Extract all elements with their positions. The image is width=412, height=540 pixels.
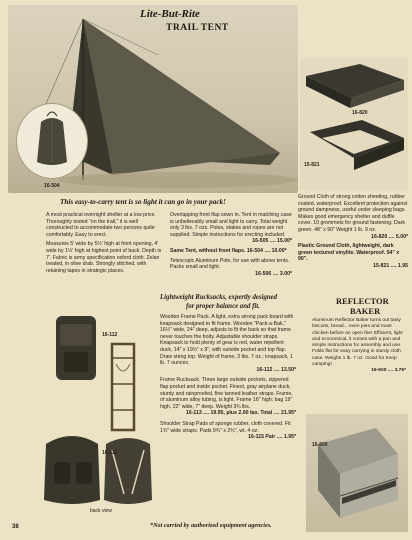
baker-body: Aluminum Reflector Baker turns out tasty biscuits, bread... even pies and roast chicken before an open fire! Efficient, light and economical, it comes with a pan and simple instructions for assembly and use. Folds flat for easy carrying in sturdy cloth case. Weighs 1 lb. 7 oz. Good for troop camping! <box>312 318 403 368</box>
ground-cloth-p2: Plastic Ground Cloth, lightweight, dark green textured vinylite. Waterproof. 54" x 90". <box>298 243 400 263</box>
page-title-line2: TRAIL TENT <box>166 23 229 33</box>
ground-cloth-top-code: 16-820 <box>352 110 368 116</box>
bag-code: 16-504 <box>44 183 60 189</box>
baker-illustration <box>306 414 408 532</box>
rucksack-p2-order: 16-113 .... 19.95, plus 2.00 tax. Total .... 21.95* <box>185 410 296 417</box>
ground-cloth-p2-order: 15-821 .... 1.95 <box>373 262 408 269</box>
tent-photo-panel <box>8 5 298 193</box>
baker-heading-line2: BAKER <box>350 306 381 316</box>
page-number: 38 <box>12 524 19 530</box>
tent-col1 <box>46 212 164 274</box>
tent-col1-p1: A most practical overnight shelter at a low price. Thoroughly tested "on the trail," it is well constructed to accommodate two persons quite comfortably. Easy to erect. <box>46 212 156 238</box>
rucksacks-heading-line1: Lightweight Rucksacks, expertly designed <box>160 294 278 301</box>
tent-col2-p1-order: 16-505 .... 15.00* <box>252 238 292 245</box>
baker-photo-panel <box>306 414 408 532</box>
rucksacks-text <box>160 314 296 441</box>
rucksack-p1: Wooden Frame Pack. A light, extra strong pack board with knapsack designed to fit frame. Wooden "Pack-a-Bak," 16½" wide, 24" deep, adjusts to fit the back so that frame never touches the body. Adjustable shoulder straps. Knapsack to hold plenty of gear is red, water repellent duck, 14" x 19½" x 9", with outside pocket and top flap. Draw string top. Weight of frame, 3 lbs. 7 oz.; knapsack, 1 lb. 7 ounces. <box>160 314 294 367</box>
rucksacks-heading-line2: for proper balance and fit. <box>186 303 260 310</box>
tent-col1-p2: Measures 5' wide by 5½' high at front opening, 4' wide by 1½' high at highest point of back. Depth is 7'. Fabric is army specification oxford cloth. Zelan treated, in olive drab. Strongly stitched, with retaining tapes in strategic places. <box>46 241 162 274</box>
page-title-line1: Lite-But-Rite <box>140 8 200 20</box>
back-view-label: back view <box>90 508 112 514</box>
tent-col2 <box>170 212 292 277</box>
rucksack-p3-order: 16-115 Pair .... 1.95* <box>248 434 296 441</box>
rucksack-p2: Frame Rucksack. Three large outside pockets, zippered flap pocket and inside pocket. Finest, gray airplane duck, sturdy and rainproofed, fine tanned leather straps. Frame, of aluminum alloy tubing, is light. Frame 16" high; bag 19" high, 22" wide, 7" deep. Weight 3¾ lbs. <box>160 377 293 410</box>
ground-cloth-bottom-code: 15-821 <box>304 162 320 168</box>
tent-col2-p1: Overlapping front flap sewn in. Tent in matching case is unbelievably small and light to carry. Total weight only 3 lbs. 7 ozs. Poles, stakes and ropes are not supplied. Simple instructions for erecting included. <box>170 212 292 238</box>
ground-cloth-photo-panel <box>300 58 408 190</box>
rucksack-photo-panel <box>40 294 158 518</box>
tent-bag-inset <box>16 103 88 179</box>
baker-text <box>312 318 406 375</box>
rucksack-p1-order: 16-112 .... 13.50* <box>256 366 296 373</box>
baker-heading-line1: REFLECTOR <box>336 296 389 306</box>
ground-cloth-p1: Ground Cloth of strong cotton sheeting, rubber coated, waterproof. Excellent protection against ground dampness, useful under sleeping bags. Makes good emergency shelter and duffle cover. 10 grommets for ground fastening. Dark green. 48" x 90" Weight 1 lb. 9 oz. <box>298 194 408 233</box>
rucksack-frame-code: 16-112 <box>102 332 118 338</box>
rucksack-small-code: 16-113 <box>102 450 118 456</box>
baker-order: 16-600 .... 3.75* <box>371 368 406 374</box>
ground-cloth-p1-order: 16-820 .... 5.00* <box>371 233 408 240</box>
tent-col2-p3: Telescopic Aluminum Pole, for use with above tents. Packs small and light. <box>170 257 290 271</box>
tent-bag-icon <box>17 104 87 178</box>
tent-col2-p2: Same Tent, without front flaps. 16-504 .... 10.00* <box>170 247 287 254</box>
ground-cloth-text <box>298 194 408 270</box>
footer-note: *Not carried by authorized equipment agencies. <box>150 522 272 529</box>
rucksack-illustrations <box>40 294 158 518</box>
tent-tagline: This easy-to-carry tent is so light it can go in your pack! <box>60 198 226 206</box>
ground-cloth-illustration <box>300 58 408 190</box>
tent-col2-p3-order: 16-506 .... 3.00* <box>255 270 292 277</box>
rucksack-p3: Shoulder Strap Pads of sponge rubber, cloth covered. Fit 1¾" wide straps. Pads 9¾" x 2¾", wt. 4 oz. <box>160 420 291 434</box>
baker-code: 16-600 <box>312 442 328 448</box>
